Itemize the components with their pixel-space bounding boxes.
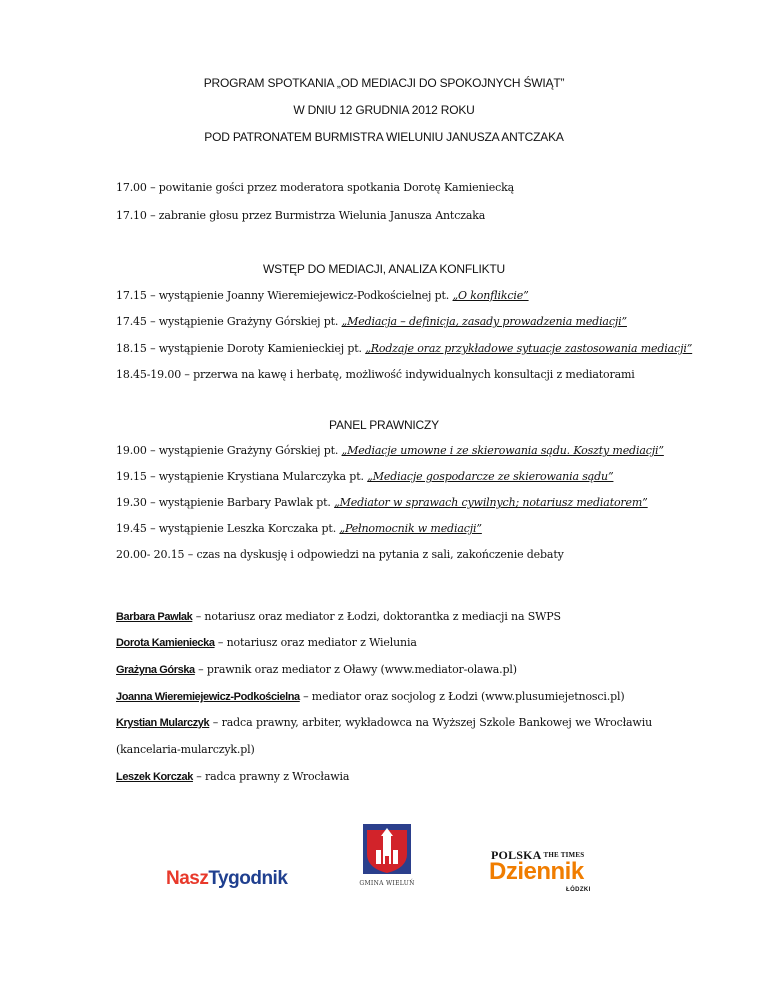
agenda-item: 19.00 – wystąpienie Grażyny Górskiej pt. „Mediacje umowne i ze skierowania sądu. Koszty mediacji” — [116, 444, 664, 457]
agenda-item: 17.15 – wystąpienie Joanny Wieremiejewicz-Podkościelnej pt. „O konflikcie” — [116, 289, 529, 302]
program-header — [0, 76, 768, 157]
agenda-item: 18.15 – wystąpienie Doroty Kamienieckiej pt. „Rodzaje oraz przykładowe sytuacje zastosowania mediacji” — [116, 342, 693, 355]
agenda-item: 19.45 – wystąpienie Leszka Korczaka pt. „Pełnomocnik w mediacji” — [116, 522, 482, 535]
dziennik-logo: Dziennik — [489, 858, 584, 885]
talk-topic: „Mediacja – definicja, zasady prowadzenia mediacji” — [341, 315, 627, 328]
header-date: W DNIU 12 GRUDNIA 2012 ROKU — [293, 103, 475, 117]
gmina-wielun-crest-icon — [361, 822, 413, 876]
agenda-item: 19.15 – wystąpienie Krystiana Mularczyka pt. „Mediacje gospodarcze ze skierowania sądu” — [116, 470, 614, 483]
speaker-bio: Dorota Kamieniecka – notariusz oraz mediator z Wielunia — [116, 636, 417, 649]
talk-topic: „Pełnomocnik w mediacji” — [339, 522, 482, 535]
speaker-bio: Joanna Wieremiejewicz-Podkościelna – mediator oraz socjolog z Łodzi (www.plusumiejetnosci.pl) — [116, 690, 625, 703]
talk-topic: „Rodzaje oraz przykładowe sytuacje zastosowania mediacji” — [365, 342, 693, 355]
agenda-item: 20.00- 20.15 – czas na dyskusję i odpowiedzi na pytania z sali, zakończenie debaty — [116, 548, 564, 561]
agenda-item: 19.30 – wystąpienie Barbary Pawlak pt. „Mediator w sprawach cywilnych; notariusz mediatorem” — [116, 496, 648, 509]
talk-topic: „Mediator w sprawach cywilnych; notariusz mediatorem” — [334, 496, 648, 509]
gmina-label: GMINA WIELUŃ — [359, 880, 415, 887]
speaker-bio: Barbara Pawlak – notariusz oraz mediator z Łodzi, doktorantka z mediacji na SWPS — [116, 610, 561, 623]
header-patronage: POD PATRONATEM BURMISTRA WIELUNIU JANUSZA ANTCZAKA — [204, 130, 564, 144]
talk-topic: „Mediacje gospodarcze ze skierowania sądu” — [367, 470, 614, 483]
speaker-bio-continuation: (kancelaria-mularczyk.pl) — [116, 743, 255, 756]
speaker-name: Grażyna Górska — [116, 664, 195, 676]
speaker-name: Dorota Kamieniecka — [116, 637, 215, 649]
speaker-bio: Leszek Korczak – radca prawny z Wrocławia — [116, 770, 350, 783]
nasz-tygodnik-logo: NaszTygodnik — [166, 868, 288, 889]
section-title: WSTĘP DO MEDIACJI, ANALIZA KONFLIKTU — [263, 262, 505, 276]
speaker-bio: Krystian Mularczyk – radca prawny, arbiter, wykładowca na Wyższej Szkole Bankowej we Wrocławiu — [116, 716, 652, 729]
lodzki-label: ŁÓDZKI — [566, 887, 591, 893]
header-title: PROGRAM SPOTKANIA „OD MEDIACJI DO SPOKOJNYCH ŚWIĄT” — [203, 76, 565, 90]
talk-topic: „O konflikcie” — [452, 289, 529, 302]
speaker-name: Joanna Wieremiejewicz-Podkościelna — [116, 691, 300, 703]
speaker-bio: Grażyna Górska – prawnik oraz mediator z Oławy (www.mediator-olawa.pl) — [116, 663, 517, 676]
agenda-item: 17.45 – wystąpienie Grażyny Górskiej pt. „Mediacja – definicja, zasady prowadzenia mediacji” — [116, 315, 627, 328]
talk-topic: „Mediacje umowne i ze skierowania sądu. Koszty mediacji” — [341, 444, 664, 457]
agenda-item: 17.00 – powitanie gości przez moderatora spotkania Dorotę Kamieniecką — [116, 181, 515, 194]
speaker-name: Barbara Pawlak — [116, 611, 193, 623]
agenda-item: 18.45-19.00 – przerwa na kawę i herbatę, możliwość indywidualnych konsultacji z mediatorami — [116, 368, 635, 381]
section-title: PANEL PRAWNICZY — [329, 418, 439, 432]
polska-times-logo: POLSKA THE TIMES — [491, 848, 585, 862]
agenda-item: 17.10 – zabranie głosu przez Burmistrza Wielunia Janusza Antczaka — [116, 209, 486, 222]
speaker-name: Krystian Mularczyk — [116, 717, 210, 729]
speaker-name: Leszek Korczak — [116, 771, 193, 783]
